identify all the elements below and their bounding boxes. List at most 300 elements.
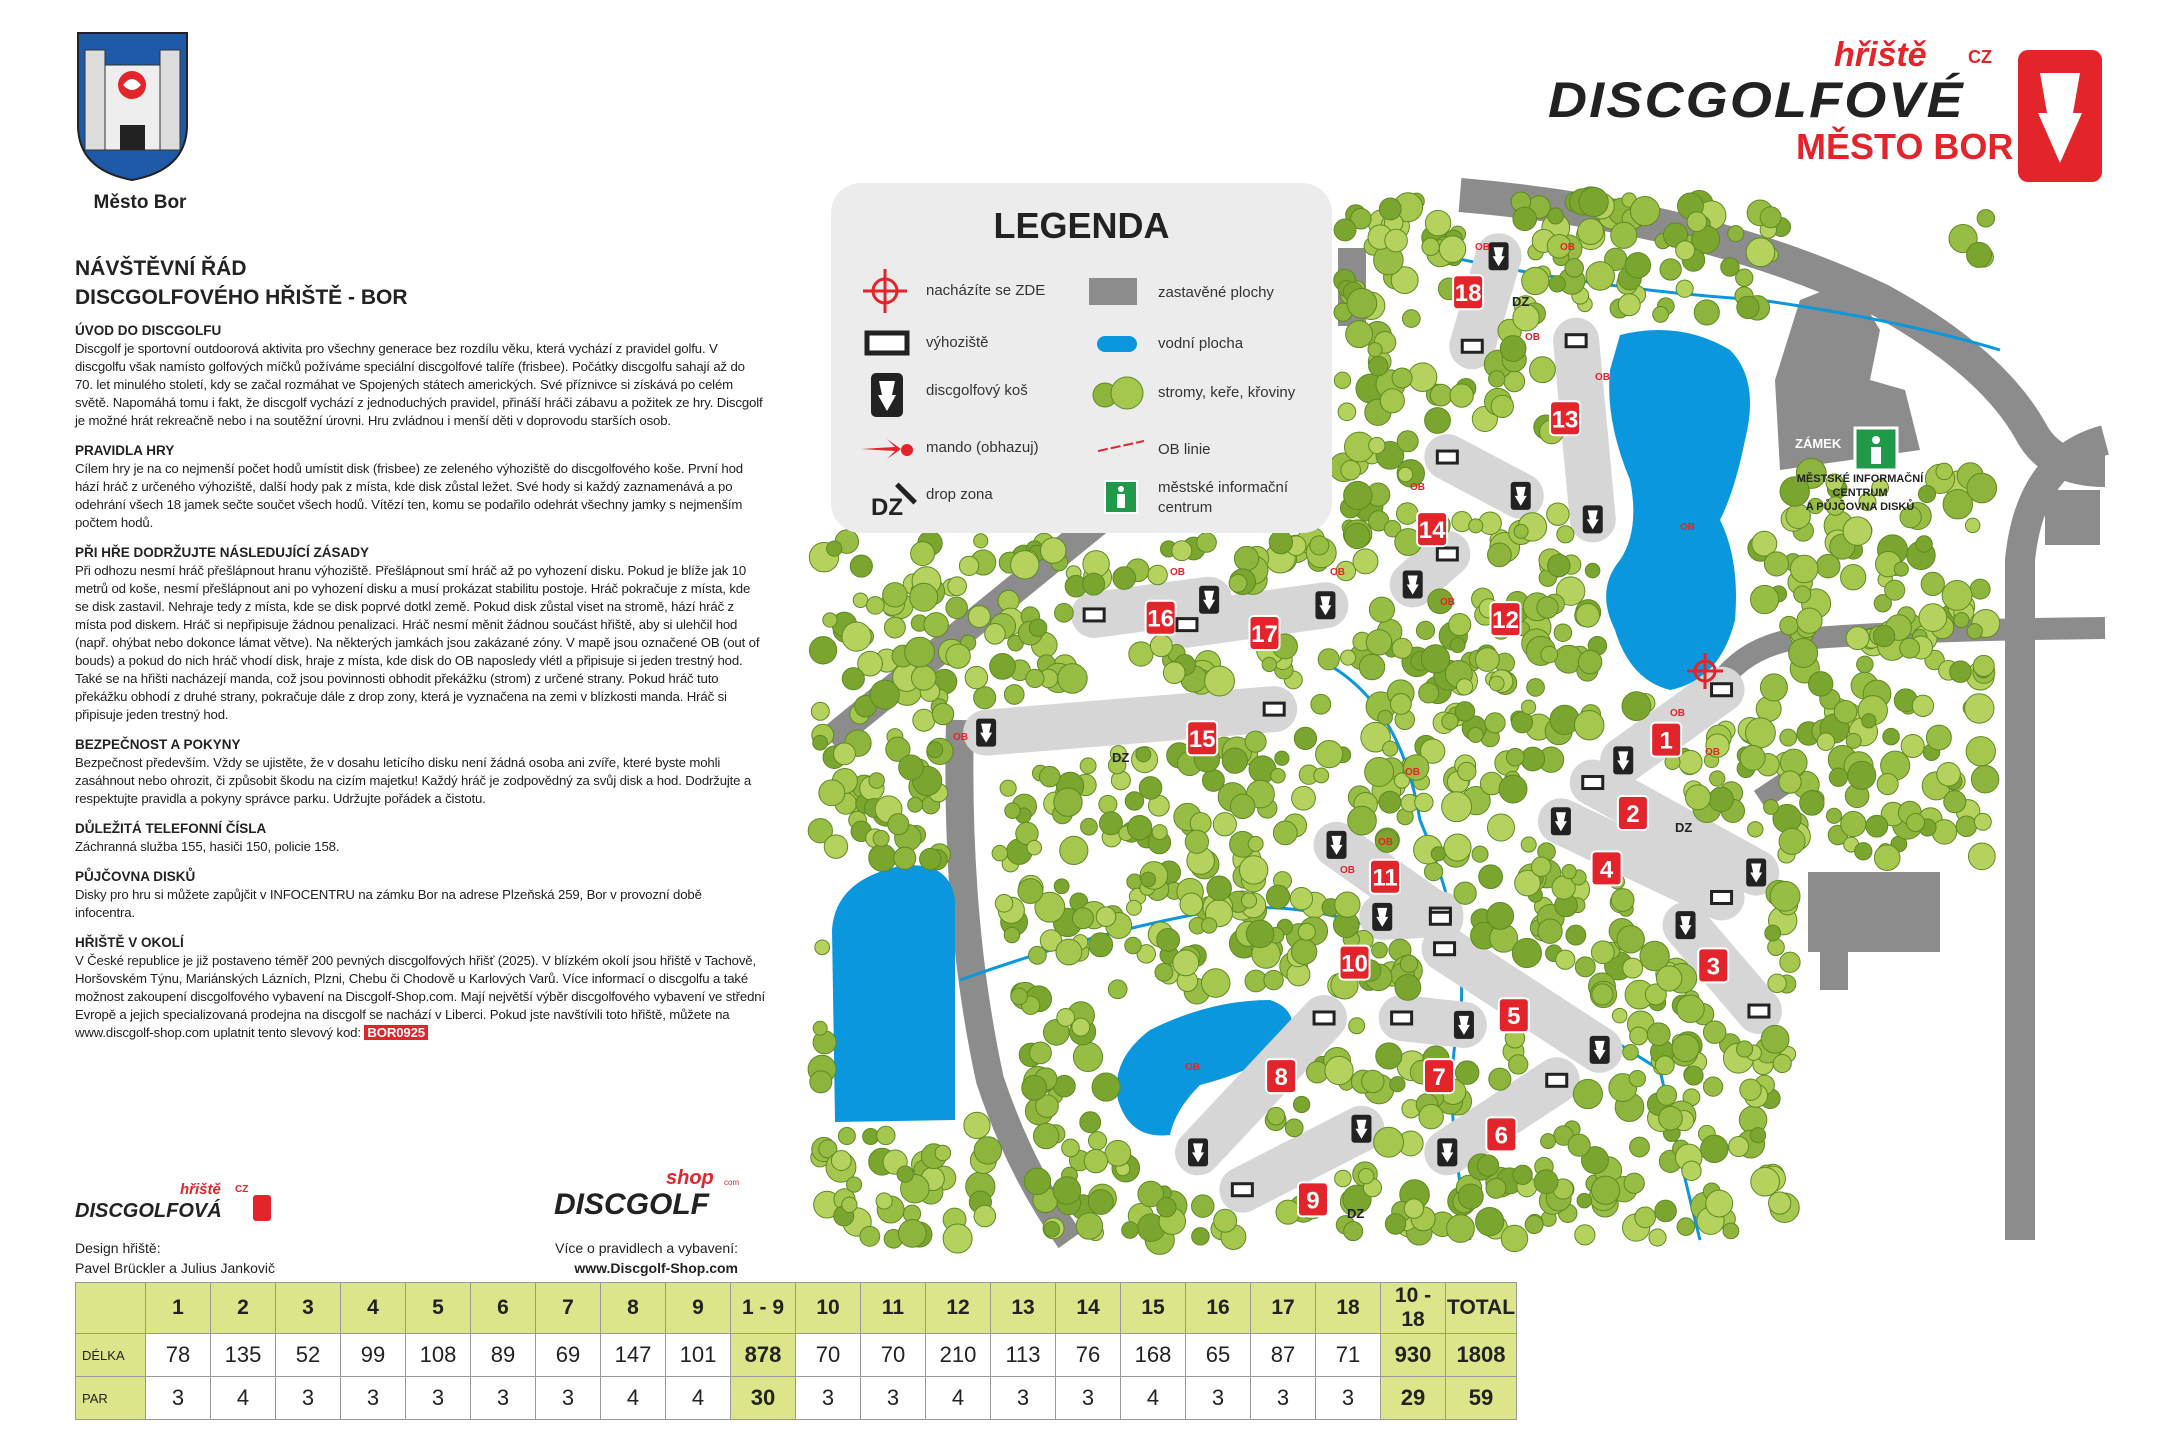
row-label: DÉLKA (76, 1334, 146, 1377)
tree (1769, 1192, 1791, 1214)
score-cell: 3 (1251, 1377, 1316, 1420)
tree (1450, 638, 1465, 653)
tree (1379, 198, 1401, 220)
tree (1390, 694, 1411, 715)
tree (1703, 1077, 1722, 1096)
tree (1365, 757, 1394, 786)
tree (1192, 1228, 1210, 1246)
tree (943, 1224, 972, 1253)
tree (1779, 828, 1805, 854)
tree (1056, 939, 1082, 965)
tree (1442, 792, 1472, 822)
basket-icon (1676, 911, 1696, 939)
tree (1800, 791, 1824, 815)
info-center-label (1795, 472, 1925, 514)
tree (853, 593, 867, 607)
tree (1506, 748, 1524, 766)
tree (1901, 734, 1924, 757)
tee-icon (1232, 1184, 1252, 1196)
tree (1826, 808, 1841, 823)
water-icon (1097, 336, 1137, 352)
hole-number: 12 (1492, 607, 1519, 635)
tree (1415, 793, 1433, 811)
logo-cz-text: CZ (1968, 47, 1992, 67)
tree (1185, 830, 1208, 853)
tree (1072, 1018, 1090, 1036)
tree (1402, 310, 1420, 328)
legend-label: OB linie (1158, 441, 1211, 458)
tree (1488, 543, 1512, 567)
tree (911, 666, 936, 691)
tree (1229, 574, 1247, 592)
tree (1967, 473, 1997, 503)
tree (1088, 1190, 1113, 1215)
tree (1575, 1225, 1595, 1245)
hole-header: 3 (276, 1283, 341, 1334)
tree (1039, 766, 1060, 787)
rules-section (75, 820, 765, 856)
tree (1136, 747, 1151, 762)
score-cell: 76 (1056, 1334, 1121, 1377)
tree (1273, 821, 1297, 845)
hole-header: 12 (926, 1283, 991, 1334)
tree (1264, 970, 1283, 989)
tree (827, 541, 842, 556)
tree (1269, 531, 1292, 554)
tree (1531, 857, 1550, 876)
tree (1635, 1207, 1656, 1228)
tree (1369, 597, 1394, 622)
tree (1054, 788, 1082, 816)
tree (1630, 1027, 1648, 1045)
tree (1760, 674, 1787, 701)
tree (1080, 758, 1096, 774)
legend-label: mando (obhazuj) (926, 439, 1039, 456)
tree (813, 1021, 827, 1035)
score-cell: 71 (1316, 1334, 1381, 1377)
tree (1155, 963, 1173, 981)
tree (1400, 955, 1417, 972)
tree (992, 845, 1007, 860)
tree (1096, 907, 1116, 927)
basket-icon (1511, 482, 1531, 510)
score-cell: 3 (991, 1377, 1056, 1420)
tree (1751, 1167, 1780, 1196)
tree (1345, 523, 1370, 548)
tree (1468, 727, 1483, 742)
tree (898, 1219, 926, 1247)
legend-label: nacházíte se ZDE (926, 282, 1046, 299)
tree (1843, 517, 1871, 545)
crosshair-icon (861, 267, 909, 315)
tree (1521, 700, 1535, 714)
shop-logo-main: DISCGOLF (554, 1188, 709, 1221)
tree (1458, 1184, 1483, 1209)
tree (1740, 1079, 1761, 1100)
tree (1004, 685, 1024, 705)
tree (1857, 656, 1874, 673)
tree (1398, 467, 1413, 482)
tree (1655, 1056, 1674, 1075)
tree (1808, 672, 1832, 696)
tree (1525, 1215, 1543, 1233)
tree (1686, 785, 1711, 810)
more-info-link[interactable]: www.Discgolf-Shop.com (574, 1260, 738, 1276)
tree (1677, 1218, 1695, 1236)
tree (1362, 1070, 1384, 1092)
tree (1372, 942, 1388, 958)
hole-number: 3 (1706, 953, 1720, 981)
score-cell: 87 (1251, 1334, 1316, 1377)
tree (1659, 1106, 1683, 1130)
tree (1522, 267, 1549, 294)
rules-title-line: DISCGOLFOVÉHO HŘIŠTĚ - BOR (75, 286, 408, 309)
big-lake (1606, 330, 1750, 690)
tree (1456, 679, 1472, 695)
hole-header: 10 (796, 1283, 861, 1334)
basket-icon (1372, 903, 1392, 931)
tree (876, 1193, 892, 1209)
hole-header: 4 (341, 1283, 406, 1334)
tree (1374, 1127, 1404, 1157)
ob-label: OB (1440, 597, 1455, 608)
tree (1230, 794, 1254, 818)
hole-header: TOTAL (1446, 1283, 1517, 1334)
design-label: Design hřiště: (75, 1240, 161, 1256)
tree (1780, 729, 1797, 746)
tree (1974, 813, 1991, 830)
tree (1005, 803, 1021, 819)
tree (809, 637, 836, 664)
rules-section (75, 736, 765, 808)
tree (946, 597, 968, 619)
hole-number: 11 (1372, 864, 1398, 892)
tree (1841, 565, 1866, 590)
tree (1846, 733, 1861, 748)
tree (1113, 567, 1136, 590)
tree (1723, 1223, 1739, 1239)
tree (1956, 816, 1976, 836)
more-info (480, 1238, 738, 1278)
tree (1053, 1177, 1081, 1205)
tree (1029, 946, 1047, 964)
tree (1027, 840, 1042, 855)
tree (1489, 1068, 1511, 1090)
tree (810, 1071, 832, 1093)
hole-number: 5 (1507, 1003, 1521, 1031)
tree (1585, 563, 1600, 578)
tree (1396, 503, 1418, 525)
tree (948, 577, 967, 596)
tree (897, 1166, 913, 1182)
tree (1126, 900, 1141, 915)
tree (1285, 1119, 1303, 1137)
score-cell: 3 (536, 1377, 601, 1420)
tree (1141, 872, 1156, 887)
tree (1737, 296, 1759, 318)
tree (1487, 903, 1514, 930)
tree (1866, 815, 1888, 837)
tree (1442, 713, 1458, 729)
tree (974, 534, 988, 548)
score-cell: 3 (796, 1377, 861, 1420)
tree (1318, 649, 1339, 670)
tree (823, 613, 837, 627)
tee-icon (1435, 943, 1455, 955)
tree (1509, 1055, 1528, 1074)
tree (847, 1177, 862, 1192)
tree (1527, 679, 1545, 697)
tree (1848, 761, 1876, 789)
tree (1656, 966, 1681, 991)
ob-label: OB (1410, 482, 1425, 493)
tree (1779, 771, 1801, 793)
tree (1556, 950, 1575, 969)
tree (1789, 638, 1818, 667)
tree (1797, 608, 1822, 633)
hole-header: 5 (406, 1283, 471, 1334)
discgolf-shop-logo (554, 1167, 744, 1224)
tree (1358, 1168, 1373, 1183)
ob-label: OB (1670, 708, 1685, 719)
hole-number: 1 (1659, 727, 1673, 755)
tree (1677, 995, 1704, 1022)
tree (1152, 825, 1167, 840)
score-cell: 3 (471, 1377, 536, 1420)
tree (1424, 862, 1442, 880)
tree (964, 1112, 990, 1138)
hole-header: 14 (1056, 1283, 1121, 1334)
tree (1586, 262, 1615, 291)
tree (1419, 1104, 1444, 1129)
tree (985, 624, 1006, 645)
score-cell: 108 (406, 1334, 471, 1377)
score-cell: 135 (211, 1334, 276, 1377)
tree (1578, 650, 1602, 674)
basket-icon (1454, 1011, 1474, 1039)
tree (974, 1137, 1001, 1164)
section-text (75, 340, 765, 430)
coat-of-arms (75, 30, 190, 183)
tree (1376, 1043, 1402, 1069)
tree (1629, 1070, 1645, 1086)
hole-number: 9 (1306, 1187, 1320, 1215)
tree (1458, 762, 1476, 780)
hole-header: 17 (1251, 1283, 1316, 1334)
tree (1449, 614, 1471, 636)
logo-small-main: DISCGOLFOVÁ (75, 1200, 222, 1222)
tree (1353, 549, 1378, 574)
hole-number: 6 (1494, 1122, 1509, 1150)
info-label-line: A PŮJČOVNA DISKŮ (1805, 501, 1915, 513)
tree (1419, 683, 1439, 703)
tree (965, 666, 987, 688)
basket-icon (1327, 831, 1347, 859)
logo-top-text: hřiště (1834, 36, 1927, 74)
tree (1485, 713, 1505, 733)
basket-icon (871, 373, 903, 417)
section-text (75, 886, 765, 922)
tree (1942, 581, 1972, 611)
tree (873, 830, 889, 846)
tree (1349, 1018, 1365, 1034)
tree (1565, 259, 1584, 278)
rules-title-line: NÁVŠTĚVNÍ ŘÁD (75, 257, 247, 280)
basket-icon (1613, 746, 1633, 774)
tree (1421, 645, 1449, 673)
score-cell: 3 (1316, 1377, 1381, 1420)
ob-label: OB (1340, 865, 1355, 876)
tee-icon (864, 330, 910, 356)
tee-icon (1566, 335, 1586, 347)
tree (1276, 1200, 1300, 1224)
left-lake (832, 865, 955, 1122)
info-center-marker (1855, 428, 1897, 470)
tree (1172, 541, 1192, 561)
tree (1397, 431, 1418, 452)
tree (1385, 229, 1408, 252)
tree (1883, 728, 1900, 745)
tree (1936, 463, 1953, 480)
basket-icon (1590, 1036, 1610, 1064)
score-cell: 147 (601, 1334, 666, 1377)
hole-number: 18 (1454, 280, 1482, 308)
tree (1469, 519, 1483, 533)
info-icon (1104, 480, 1138, 514)
tree (1395, 974, 1421, 1000)
tree (884, 617, 905, 638)
tree (1022, 1075, 1047, 1100)
tree (1292, 786, 1316, 810)
tree (1660, 259, 1681, 280)
tree (1740, 745, 1765, 770)
tree (1841, 811, 1866, 836)
tree (1201, 918, 1216, 933)
legend-title: LEGENDA (993, 205, 1170, 246)
tree (894, 847, 916, 869)
drop-zone-icon (871, 479, 915, 523)
section-body: Discgolf je sportovní outdoorová aktivita pro všechny generace bez rozdílu věku, která vychází z pravidel golfu. V discgolfu však namísto golfových míčků požíváme speciální discgolfové talíře (frisbee). Počátky discgolfu sahají až do 70. let minulého století, kdy se začal rozmáhat ve Spojených státech amerických. Své příznivce si získává po celém světě. Napomáhá tomu i fakt, že discgolf vychází z jednoduchých pravidel, přináší hráči zábavu a požitek ze hry. Discgolf je možné hrát rekreačně nebo i na soutěžní úrovni. Hru zvládnou i menší děti v doprovodu starších osob. (75, 341, 763, 428)
ob-label: OB (1705, 747, 1720, 758)
tee-icon (1462, 340, 1482, 352)
tree (1416, 621, 1434, 639)
tree (1150, 635, 1172, 657)
tree (1455, 1061, 1478, 1084)
hole-number: 14 (1418, 517, 1446, 545)
section-body: Disky pro hru si můžete zapůjčit v INFOCENTRU na zámku Bor na adrese Plzeňská 259, Bor v provozní době infocentra. (75, 887, 702, 920)
tree (1334, 219, 1356, 241)
tree (1108, 980, 1127, 999)
tree (824, 835, 847, 858)
tee-icon (1437, 548, 1457, 560)
tree (1477, 1155, 1498, 1176)
tree (1971, 766, 1998, 793)
score-cell: 59 (1446, 1377, 1517, 1420)
tree (1266, 885, 1289, 908)
section-text (75, 460, 765, 532)
tree (842, 668, 864, 690)
tree (1885, 580, 1905, 600)
tree (1703, 1021, 1726, 1044)
score-cell: 4 (926, 1377, 991, 1420)
hole-header: 2 (211, 1283, 276, 1334)
hole-header: 13 (991, 1283, 1056, 1334)
score-cell: 101 (666, 1334, 731, 1377)
tree (1011, 988, 1028, 1005)
basket-icon (1437, 1138, 1457, 1166)
discgolf-logo (1548, 36, 2102, 183)
tree (1359, 654, 1384, 679)
tree (1653, 307, 1669, 323)
hole-header: 15 (1121, 1283, 1186, 1334)
tree (1513, 207, 1537, 231)
tree (1316, 741, 1343, 768)
section-body: Záchranná služba 155, hasiči 150, policie 158. (75, 839, 340, 854)
hole-header: 7 (536, 1283, 601, 1334)
basket-icon (1583, 505, 1603, 533)
tree (1912, 695, 1933, 716)
discount-code: BOR0925 (364, 1025, 428, 1040)
tree (1083, 573, 1105, 595)
tree (1521, 837, 1536, 852)
tree (1736, 1041, 1752, 1057)
tree (1512, 712, 1533, 733)
more-info-label: Více o pravidlech a vybavení: (555, 1240, 738, 1256)
tee-icon (1084, 609, 1104, 621)
tree (1701, 1135, 1728, 1162)
tree (1455, 702, 1475, 722)
rules-section (75, 934, 765, 1042)
tree (1562, 865, 1576, 879)
ob-label: OB (1475, 242, 1490, 253)
legend-label: zastavěné plochy (1158, 284, 1274, 301)
tree (1817, 733, 1834, 750)
tree (1709, 787, 1734, 812)
tree (1157, 928, 1180, 951)
tree (1040, 538, 1065, 563)
course-design (75, 1238, 275, 1278)
tree (1341, 460, 1361, 480)
section-heading: BEZPEČNOST A POKYNY (75, 737, 241, 752)
tee-icon (1547, 1074, 1567, 1086)
tree (1548, 554, 1570, 576)
tree (1746, 238, 1775, 267)
score-cell: 113 (991, 1334, 1056, 1377)
logo-sub-text: MĚSTO BOR (1796, 126, 2014, 167)
tree (1926, 725, 1951, 750)
tree (1618, 294, 1640, 316)
score-cell: 4 (666, 1377, 731, 1420)
basket-icon (1489, 242, 1509, 270)
tree (1728, 226, 1744, 242)
tree (1030, 1042, 1052, 1064)
tree (1530, 357, 1556, 383)
tree (833, 743, 855, 765)
tree (1573, 1079, 1602, 1108)
tree (869, 773, 885, 789)
score-cell: 4 (601, 1377, 666, 1420)
tree (1577, 1193, 1592, 1208)
tree (920, 848, 941, 869)
hole-number: 16 (1147, 605, 1174, 633)
tree (1794, 586, 1811, 603)
tree (1139, 777, 1162, 800)
basket-logo-icon (2018, 48, 2102, 183)
tree (1624, 1173, 1644, 1193)
score-cell: 3 (1056, 1377, 1121, 1420)
score-cell: 99 (341, 1334, 406, 1377)
tree (899, 755, 924, 780)
